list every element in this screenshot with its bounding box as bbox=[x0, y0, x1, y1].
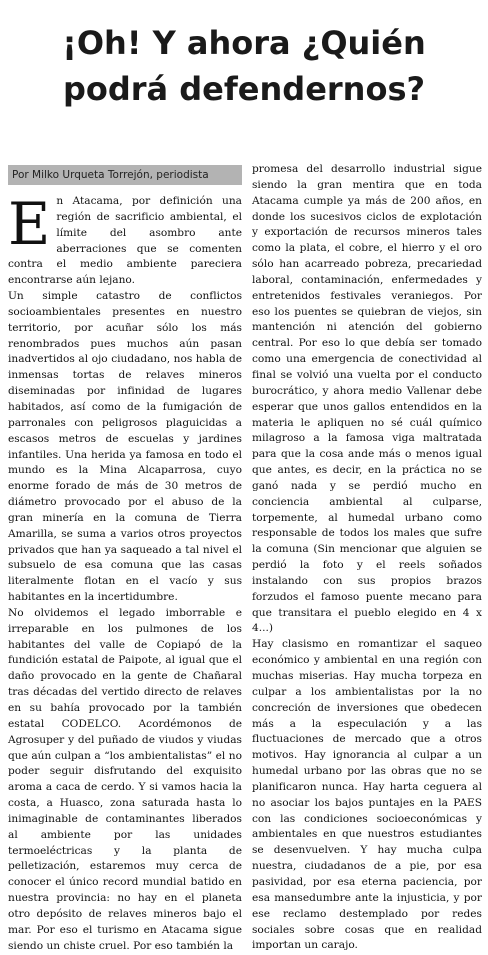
paragraph: No olvidemos el legado imborrable e irreparable en los pulmones de los habitantes del valle de Copiapó de la fundición estatal de Paipote, al igual que el daño provocado en la gente de Chañaral tras décadas del vertido directo de relaves en su bahía provocado por la también estatal CODELCO. Acordémonos de Agrosuper y del puñado de viudos y viudas que aún culpan a “los ambientalistas” el no poder seguir disfrutando del exquisito aroma a caca de cerdo. Y si vamos hacia la costa, a Huasco, zona saturada hasta lo inimaginable de contaminantes liberados al ambiente por las unidades termoeléctricas y la planta de pelletización, estaremos muy cerca de conocer el único record mundial batido en nuestra provincia: no hay en el planeta otro depósito de relaves mineros bajo el mar. Por eso el turismo en Atacama sigue siendo un chiste cruel. Por eso también la bbox=[8, 606, 242, 952]
headline-line-1: ¡Oh! Y ahora ¿Quién bbox=[62, 24, 426, 62]
paragraph: promesa del desarrollo industrial sigue siendo la gran mentira que en toda Atacama cumple ya más de 200 años, en donde los sucesivos ciclos de explotación y exportación de recursos mineros tales como la plata, el cobre, el hierro y el oro sólo han acarreado pobreza, precariedad laboral, contaminación, enfermedades y entretenidos festivales veraniegos. Por eso los puentes se quiebran de viejos, sin mantención ni atención del gobierno central. Por eso lo que debía ser tomado como una emergencia de conectividad al final se volvió una vuelta por el conducto burocrático, y ahora medio Vallenar debe esperar que unos gallos entendidos en la materia le apliquen no sé cuál químico milagroso a la famosa viga maltratada para que la cosa ande más o menos igual que antes, es decir, en la práctica no se ganó nada y se perdió mucho en conciencia ambiental al culparse, torpemente, al humedal urbano como responsable de todos los males que sufre la comuna (Sin mencionar que alguien se perdió la foto y el reels soñados instalando con sus propios brazos forzudos el famoso puente mecano para que transitara el pueblo elegido en 4 x 4...) bbox=[252, 163, 482, 635]
paragraph-intro bbox=[8, 190, 242, 289]
headline-line-2: podrá defendernos? bbox=[62, 70, 426, 108]
drop-cap: E bbox=[8, 190, 51, 258]
byline: Por Milko Urqueta Torrejón, periodista bbox=[8, 165, 242, 185]
article-column-left bbox=[8, 190, 242, 952]
paragraph-intro-text: n Atacama, por definición una región de sacrificio ambiental, el límite del asombro ante aberraciones que se comenten contra el medio ambiente pareciera encontrarse aún lejano. bbox=[8, 195, 242, 287]
paragraph: Un simple catastro de conflictos socioambientales presentes en nuestro territorio, por acuñar sólo los más renombrados pues muchos aún pasan inadvertidos al ojo ciudadano, nos habla de inmensas tortas de relaves mineros diseminadas por infinidad de lugares habitados, así como de la fumigación de parronales con peligrosos plaguicidas a escasos metros de escuelas y jardines infantiles. Una herida ya famosa en todo el mundo es la Mina Alcaparrosa, cuyo enorme forado de más de 30 metros de diámetro provocado por el abuso de la gran minería en la comuna de Tierra Amarilla, se suma a varios otros proyectos privados que han ya saqueado a tal nivel el subsuelo de esa comuna que las casas literalmente flotan en el vacío y sus habitantes en la incertidumbre. bbox=[8, 290, 242, 604]
article-column-right bbox=[252, 162, 482, 952]
article-headline bbox=[0, 20, 488, 112]
paragraph: Hay clasismo en romantizar el saqueo económico y ambiental en una región con muchas miserias. Hay mucha torpeza en culpar a los ambientalistas por la no concreción de inversiones que obedecen más a la especulación y a las fluctuaciones de mercado que a otros motivos. Hay ignorancia al culpar a un humedal urbano por las obras que no se planificaron nunca. Hay harta ceguera al no asociar los bajos puntajes en la PAES con las condiciones socioeconómicas y ambientales en que nuestros estudiantes se desenvuelven. Y hay mucha culpa nuestra, ciudadanos de a pie, por esa pasividad, por esa eterna paciencia, por esa mansedumbre ante la injusticia, y por ese reclamo destemplado por redes sociales sobre cosas que en realidad importan un carajo. bbox=[252, 638, 482, 952]
